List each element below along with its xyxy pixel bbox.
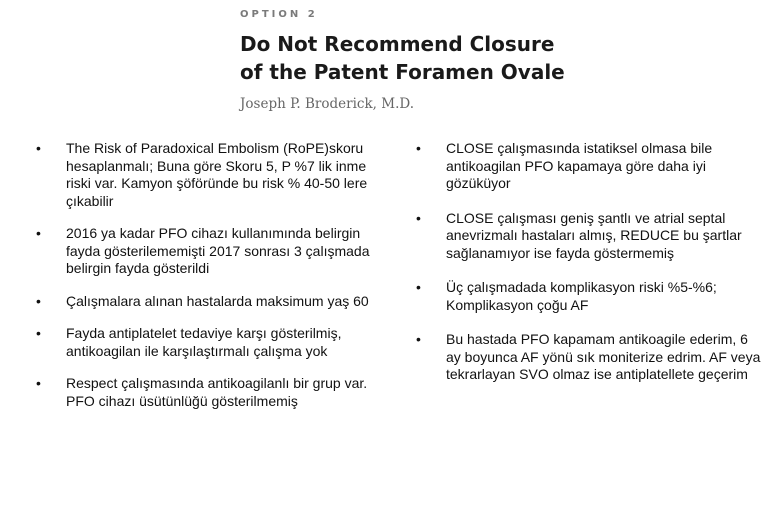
article-title [240, 30, 565, 86]
list-item [36, 140, 390, 210]
bullet-icon: • [416, 209, 421, 226]
bullet-icon: • [416, 279, 421, 295]
list-item [416, 279, 761, 314]
bullet-icon: • [416, 331, 421, 347]
title-line-1: Do Not Recommend Closure [240, 32, 555, 56]
bullet-icon: • [416, 140, 421, 156]
list-item-text: Respect çalışmasında antikoagilanlı bir grup var. PFO cihazı üsütünlüğü gösterilmemiş [66, 375, 368, 409]
left-bullet-list [36, 140, 390, 410]
list-item [416, 331, 761, 384]
article-header [240, 8, 565, 114]
bullet-icon: • [36, 225, 41, 241]
list-item [36, 225, 390, 278]
list-item [416, 210, 761, 263]
list-item-text: CLOSE çalışması geniş şantlı ve atrial septal anevrizmalı hastaları almış, REDUCE bu şartlar sağlanamıyor ise fayda göstermemiş [446, 209, 742, 261]
list-item-text: The Risk of Paradoxical Embolism (RoPE)skoru hesaplanmalı; Buna göre Skoru 5, P %7 lik inme riski var. Kamyon şöföründe bu risk % 40-50 lere çıkabilir [66, 140, 368, 209]
list-item [36, 293, 390, 311]
bullet-icon: • [36, 140, 41, 156]
bullet-icon: • [36, 325, 41, 341]
list-item-text: Bu hastada PFO kapamam antikoagile ederim, 6 ay boyunca AF yönü sık moniterize edrim. AF veya tekrarlayan SVO olmaz ise antiplatellete geçerim [446, 331, 761, 382]
list-item-text: Üç çalışmadada komplikasyon riski %5-%6; Komplikasyon çoğu AF [446, 279, 717, 313]
list-item [36, 375, 390, 410]
bullet-icon: • [36, 375, 41, 391]
list-item-text: CLOSE çalışmasında istatiksel olmasa bile antikoagilan PFO kapamaya göre daha iyi gözüküyor [446, 140, 713, 191]
right-bullet-list [416, 140, 761, 384]
author-name: Joseph P. Broderick, M.D. [240, 96, 414, 112]
list-item-text: Fayda antiplatelet tedaviye karşı gösterilmiş, antikoagilan ile karşılaştırmalı çalışma yok [66, 325, 342, 359]
list-item-text: 2016 ya kadar PFO cihazı kullanımında belirgin fayda gösterilememişti 2017 sonrası 3 çalışmada belirgin fayda gösterildi [66, 225, 370, 276]
title-line-2: of the Patent Foramen Ovale [240, 60, 565, 84]
list-item [36, 325, 390, 360]
bullet-icon: • [36, 292, 41, 309]
option-label: OPTION 2 [240, 9, 318, 20]
list-item-text: Çalışmalara alınan hastalarda maksimum yaş 60 [66, 292, 369, 309]
list-item [416, 140, 761, 193]
